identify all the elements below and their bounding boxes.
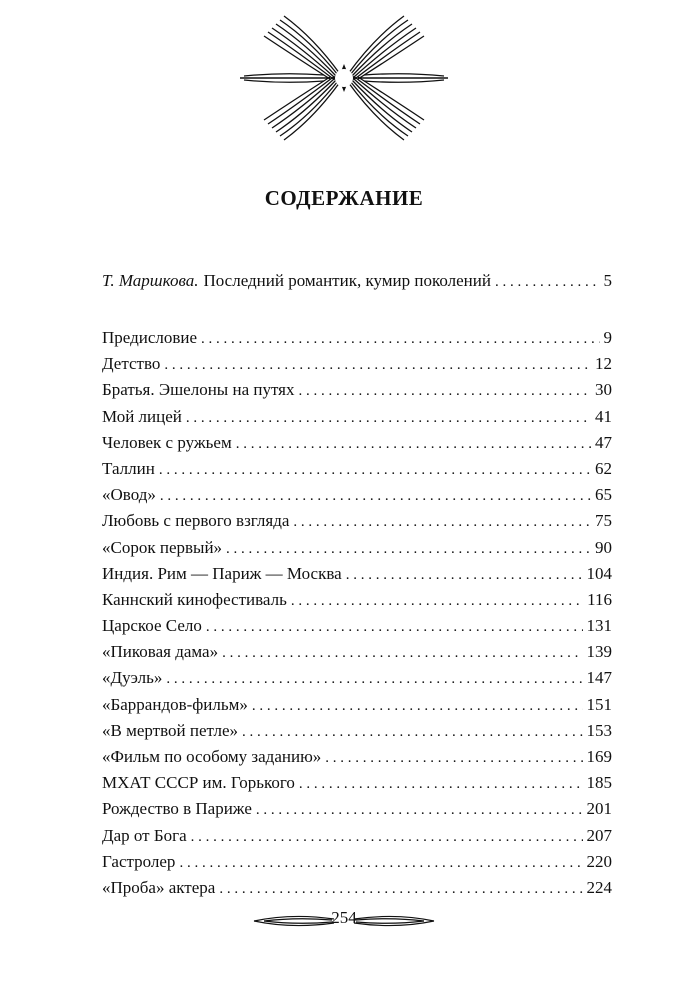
dot-leader (242, 719, 582, 745)
toc-entry[interactable] (102, 404, 612, 430)
dot-leader (291, 588, 583, 614)
entry-page: 151 (586, 694, 612, 714)
entry-page: 139 (586, 642, 612, 662)
entry-title: Предисловие (102, 328, 198, 347)
entry-title: «Проба» актера (102, 877, 216, 897)
intro-page: 5 (603, 271, 612, 290)
toc-entry[interactable] (102, 823, 612, 849)
dot-leader (186, 405, 591, 431)
toc-entry[interactable] (102, 456, 612, 482)
dot-leader (236, 431, 591, 457)
entry-page: 65 (595, 485, 612, 505)
entry-title: «Сорок первый» (102, 537, 223, 557)
toc-entry[interactable] (102, 508, 612, 534)
entry-title: «Овод» (102, 485, 156, 505)
page-number: 254 (331, 908, 357, 927)
entry-page: 47 (595, 432, 612, 452)
toc-entry[interactable] (102, 561, 612, 587)
dot-leader (256, 797, 583, 823)
toc-entry[interactable] (102, 639, 612, 665)
entry-title: Гастролер (102, 851, 176, 871)
toc-entry[interactable] (102, 482, 612, 508)
dot-leader (252, 693, 583, 719)
entry-page: 147 (586, 668, 612, 688)
dot-leader (164, 352, 591, 378)
entry-page: 169 (586, 747, 612, 766)
dot-leader (191, 824, 583, 850)
entry-title: МХАТ СССР им. Горького (102, 773, 295, 793)
entry-page: 62 (595, 458, 612, 478)
dot-leader (160, 483, 591, 509)
dot-leader (346, 562, 583, 588)
entry-title: Детство (102, 354, 161, 374)
intro-title: Последний романтик, кумир поколений (203, 271, 491, 290)
entry-title: Человек с ружьем (102, 432, 232, 452)
dot-leader (166, 666, 582, 692)
toc-entry[interactable] (102, 875, 612, 901)
page-footer (0, 906, 688, 936)
dot-leader (293, 509, 591, 535)
dot-leader (299, 771, 583, 797)
entry-title: «Баррандов-фильм» (102, 694, 248, 714)
table-of-contents (102, 268, 612, 901)
entry-page: 116 (587, 589, 612, 609)
toc-entry[interactable] (102, 718, 612, 744)
dot-leader (226, 536, 591, 562)
page-title: СОДЕРЖАНИЕ (264, 186, 424, 210)
intro-author: Т. Маршкова. (102, 271, 199, 290)
toc-entry[interactable] (102, 665, 612, 691)
entry-page: 90 (595, 537, 612, 557)
entry-title: Дар от Бога (102, 825, 187, 845)
entry-title: Царское Село (102, 616, 202, 636)
entry-page: 9 (603, 328, 612, 347)
toc-entry[interactable] (102, 535, 612, 561)
toc-entry[interactable] (102, 849, 612, 875)
entry-title: «В мертвой петле» (102, 720, 239, 740)
entry-page: 201 (586, 799, 612, 819)
dot-leader (179, 850, 582, 876)
dot-leader (325, 745, 582, 771)
dot-leader (222, 640, 582, 666)
entry-page: 41 (595, 406, 612, 426)
dot-leader (159, 457, 591, 483)
ornament-top-icon (236, 10, 452, 146)
toc-entry[interactable] (102, 613, 612, 639)
entry-title: Индия. Рим — Париж — Москва (102, 563, 342, 583)
entry-page: 104 (586, 563, 612, 583)
entry-title: Таллин (102, 458, 155, 478)
toc-entry[interactable] (102, 744, 612, 770)
entry-title: «Фильм по особому заданию» (102, 747, 322, 766)
entry-title: Каннский кинофестиваль (102, 589, 287, 609)
entry-page: 224 (586, 877, 612, 897)
entry-title: «Пиковая дама» (102, 642, 219, 662)
dot-leader (201, 326, 599, 352)
dot-leader (219, 876, 582, 902)
toc-entry[interactable] (102, 770, 612, 796)
toc-entry[interactable] (102, 587, 612, 613)
toc-intro-entry[interactable] (102, 268, 612, 325)
toc-entry[interactable] (102, 351, 612, 377)
toc-entry[interactable] (102, 430, 612, 456)
entry-title: Мой лицей (102, 406, 182, 426)
toc-entry[interactable] (102, 692, 612, 718)
toc-entry[interactable] (102, 325, 612, 351)
entry-page: 220 (586, 851, 612, 871)
dot-leader (299, 378, 592, 404)
dot-leader (206, 614, 583, 640)
entry-title: «Дуэль» (102, 668, 163, 688)
toc-entry[interactable] (102, 377, 612, 403)
entry-page: 12 (595, 354, 612, 374)
entry-title: Рождество в Париже (102, 799, 252, 819)
entry-title: Любовь с первого взгляда (102, 511, 290, 531)
footer-ornament-right-icon (352, 914, 436, 928)
entry-page: 153 (586, 720, 612, 740)
entry-page: 207 (586, 825, 612, 845)
entry-page: 30 (595, 380, 612, 400)
entry-title: Братья. Эшелоны на путях (102, 380, 295, 400)
entry-page: 75 (595, 511, 612, 531)
toc-entry[interactable] (102, 796, 612, 822)
dot-leader (495, 269, 600, 295)
entry-page: 185 (586, 773, 612, 793)
entry-page: 131 (586, 616, 612, 636)
